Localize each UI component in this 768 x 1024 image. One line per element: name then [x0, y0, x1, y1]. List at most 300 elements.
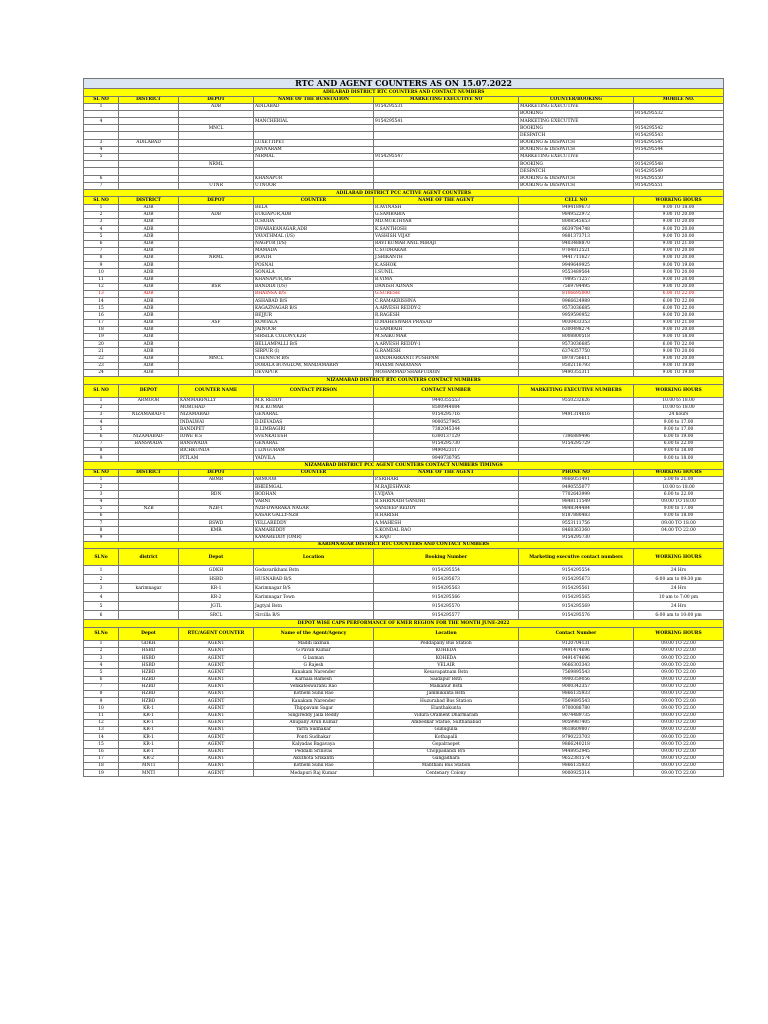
- table-cell: 8106695000: [519, 290, 634, 297]
- section-title: ADILABAD DISTRICT PCC ACTIVE AGENT COUNTERS: [84, 189, 724, 197]
- table-cell: 6.00 to 22.00: [634, 440, 724, 447]
- table-cell: ADB: [119, 254, 179, 261]
- table-cell: [374, 175, 519, 182]
- table-row: [84, 355, 724, 362]
- table-cell: [179, 226, 254, 233]
- table-row: [84, 182, 724, 189]
- table-row: [84, 161, 724, 168]
- column-header: CELL NO: [519, 197, 634, 204]
- table-cell: 9848111549: [519, 498, 634, 505]
- table-row: [84, 705, 724, 712]
- table-cell: ADB: [119, 334, 179, 341]
- table-cell: INDALWAI: [179, 419, 254, 426]
- column-header: district: [119, 549, 179, 566]
- table-cell: 4: [84, 419, 119, 426]
- table-cell: KOHEDA: [374, 655, 519, 662]
- table-cell: BANSWADA: [179, 440, 254, 447]
- table-cell: ADB: [119, 211, 179, 218]
- table-cell: S.KONDAL RAO: [374, 527, 519, 534]
- table-cell: [179, 348, 254, 355]
- table-cell: [179, 512, 254, 519]
- table-row: [84, 455, 724, 462]
- table-cell: 8468363360: [519, 527, 634, 534]
- table-cell: G Rajesh: [254, 662, 374, 669]
- table-cell: 9000342357: [519, 683, 634, 690]
- table-cell: Anupally Arun Kumar: [254, 719, 374, 726]
- table-cell: 1: [84, 204, 119, 211]
- table-cell: 9949649925: [519, 262, 634, 269]
- table-cell: 5: [84, 426, 119, 433]
- table-cell: 6:00 am to 09:30 pm: [634, 575, 724, 584]
- table-cell: [119, 527, 179, 534]
- table-cell: Kothapalli: [374, 734, 519, 741]
- table-row: [84, 175, 724, 182]
- table-cell: KR-1: [119, 734, 179, 741]
- table-cell: AGENT: [179, 726, 254, 733]
- table-cell: 10 am to 7:00 pm: [634, 593, 724, 602]
- table-cell: ADB: [119, 219, 179, 226]
- table-row: [84, 433, 724, 440]
- table-cell: ADB: [119, 240, 179, 247]
- table-row: [84, 312, 724, 319]
- table-row: [84, 662, 724, 669]
- table-cell: 9490555077: [519, 484, 634, 491]
- s5-header-row: [84, 549, 724, 566]
- table-cell: [179, 168, 254, 175]
- column-header: DISTRICT: [119, 96, 179, 103]
- table-cell: 6300498274: [519, 326, 634, 333]
- table-cell: [119, 593, 179, 602]
- table-cell: BOOKING & DESPATCH: [519, 182, 634, 189]
- table-cell: 9: [84, 455, 119, 462]
- table-cell: G Pavan Kumar: [254, 647, 374, 654]
- table-cell: MOHAMMAD SHARFUDDIN: [374, 369, 519, 376]
- table-cell: [119, 611, 179, 620]
- table-cell: 5: [84, 154, 119, 161]
- table-cell: KHANAPUR,/BS: [254, 276, 374, 283]
- table-cell: R.AVINASH: [374, 204, 519, 211]
- table-cell: 9154295576: [519, 611, 634, 620]
- table-row: [84, 477, 724, 484]
- table-cell: BOOKING & DESPATCH: [519, 146, 634, 153]
- table-cell: 09.00 TO 22.00: [634, 640, 724, 647]
- table-cell: 9700088780: [519, 705, 634, 712]
- table-cell: KAGAZNAGAR B/S: [254, 305, 374, 312]
- table-cell: LUXETTIPET: [254, 139, 374, 146]
- table-cell: karimnagar: [119, 584, 179, 593]
- table-cell: 16: [84, 312, 119, 319]
- table-cell: SRCL: [179, 611, 254, 620]
- table-cell: 09.00 TO 22.00: [634, 705, 724, 712]
- table-cell: BOOKING: [519, 125, 634, 132]
- table-cell: [374, 139, 519, 146]
- table-cell: 2: [84, 404, 119, 411]
- table-cell: 9154295577: [374, 611, 519, 620]
- table-cell: NIZAMABAD-: [119, 433, 179, 440]
- table-cell: 9.00 TO 20.00: [634, 226, 724, 233]
- table-cell: MORTHAD: [179, 404, 254, 411]
- table-cell: 3: [84, 412, 119, 419]
- column-header: NAME OF THE BUSSTATION: [254, 96, 374, 103]
- table-cell: 9154295547: [374, 154, 519, 161]
- table-cell: 7: [84, 440, 119, 447]
- table-row: [84, 669, 724, 676]
- table-cell: [179, 369, 254, 376]
- table-cell: [179, 154, 254, 161]
- table-cell: G.SURESH: [374, 290, 519, 297]
- table-cell: B.HARISH: [374, 512, 519, 519]
- table-cell: 13: [84, 290, 119, 297]
- table-cell: HZBD: [119, 691, 179, 698]
- table-cell: Singireddy Jalla Reddy: [254, 712, 374, 719]
- table-cell: 9: [84, 698, 119, 705]
- table-cell: 22: [84, 355, 119, 362]
- table-cell: MD.MUKTHYAR: [374, 219, 519, 226]
- table-cell: BOOKING & DESPATCH: [519, 175, 634, 182]
- table-cell: 9.00 to 18.00: [634, 455, 724, 462]
- table-cell: Kanakam Narender: [254, 698, 374, 705]
- table-cell: 1: [84, 640, 119, 647]
- table-cell: [179, 276, 254, 283]
- table-cell: ADB: [119, 326, 179, 333]
- table-cell: 9666303343: [519, 662, 634, 669]
- table-cell: BHAINSA B/S: [254, 290, 374, 297]
- table-cell: NIZAMABAD: [179, 412, 254, 419]
- table-cell: I.SUNIL: [374, 269, 519, 276]
- table-cell: 9550232626: [519, 397, 634, 404]
- table-cell: [119, 182, 179, 189]
- table-cell: [119, 447, 179, 454]
- table-row: [84, 233, 724, 240]
- table-cell: 9154295549: [634, 168, 724, 175]
- table-cell: [119, 534, 179, 541]
- table-cell: 9154295542: [634, 125, 724, 132]
- table-cell: G.SAMBAIH: [374, 326, 519, 333]
- table-cell: 8639784748: [519, 226, 634, 233]
- table-cell: [179, 118, 254, 125]
- table-cell: [374, 110, 519, 117]
- table-cell: G laxman: [254, 655, 374, 662]
- table-cell: KAMAREDDY (OMR): [254, 534, 374, 541]
- table-cell: 14: [84, 298, 119, 305]
- table-cell: 9059987405: [519, 719, 634, 726]
- table-cell: [119, 426, 179, 433]
- table-cell: Peddapally Bus Station: [374, 640, 519, 647]
- table-cell: SANDEEP REDDY: [374, 505, 519, 512]
- table-cell: 19: [84, 334, 119, 341]
- table-cell: AGENT: [179, 640, 254, 647]
- table-cell: 9074489735: [519, 712, 634, 719]
- table-row: [84, 498, 724, 505]
- table-cell: EUKIAPUR,ADB: [254, 211, 374, 218]
- table-cell: AGENT: [179, 683, 254, 690]
- s5-band-row: [84, 541, 724, 549]
- table-cell: BANDHARKANTI PUSHPAM: [374, 355, 519, 362]
- column-header: MOBILE NO.: [634, 96, 724, 103]
- table-cell: RAVI KUMAR ANIL MIRAJI: [374, 240, 519, 247]
- table-cell: KAMMARPALLY: [179, 397, 254, 404]
- table-cell: YAVATHMAL (I/S): [254, 233, 374, 240]
- table-cell: Huzurabad Bus Station: [374, 698, 519, 705]
- table-cell: BANSWADA: [119, 440, 179, 447]
- s4-header-row: [84, 469, 724, 476]
- table-cell: 11: [84, 276, 119, 283]
- table-row: [84, 698, 724, 705]
- column-header: Sl.No: [84, 549, 119, 566]
- table-row: [84, 440, 724, 447]
- table-cell: 23: [84, 362, 119, 369]
- table-cell: [634, 103, 724, 110]
- table-cell: DESPATCH: [519, 168, 634, 175]
- table-cell: 9154295730: [519, 534, 634, 541]
- table-cell: AGENT: [179, 662, 254, 669]
- rtc-agent-counters-table: [83, 78, 724, 777]
- table-cell: R.RAGESH: [374, 312, 519, 319]
- table-cell: 9573036685: [519, 341, 634, 348]
- column-header: WORKING HOURS: [634, 384, 724, 397]
- table-cell: [519, 404, 634, 411]
- table-cell: ADB: [119, 312, 179, 319]
- table-row: [84, 534, 724, 541]
- table-cell: ADB: [119, 369, 179, 376]
- table-cell: Godavarikhani Bstn: [254, 566, 374, 575]
- table-cell: 6.00 to 22.00: [634, 491, 724, 498]
- table-cell: G.RAMESH: [374, 348, 519, 355]
- table-cell: [84, 110, 119, 117]
- table-cell: Kanakam Narender: [254, 669, 374, 676]
- table-cell: NZB-1: [179, 505, 254, 512]
- table-cell: ADB: [119, 262, 179, 269]
- table-cell: 9.00 TO 20.00: [634, 312, 724, 319]
- table-cell: [374, 161, 519, 168]
- table-row: [84, 139, 724, 146]
- table-cell: 20: [84, 341, 119, 348]
- table-cell: [519, 426, 634, 433]
- table-cell: ADILABAD: [254, 103, 374, 110]
- table-cell: [254, 132, 374, 139]
- table-cell: 09.00 TO 22.00: [634, 719, 724, 726]
- table-row: [84, 362, 724, 369]
- table-cell: ARMOOR: [119, 397, 179, 404]
- table-cell: [119, 491, 179, 498]
- table-cell: Kalyadas Bagavaya: [254, 741, 374, 748]
- table-cell: 6300137129: [374, 433, 519, 440]
- table-cell: DEVAPUR: [254, 369, 374, 376]
- table-cell: 2: [84, 211, 119, 218]
- table-cell: 3: [84, 491, 119, 498]
- table-cell: 9553111756: [519, 520, 634, 527]
- table-cell: MNCL: [179, 355, 254, 362]
- table-cell: [84, 125, 119, 132]
- table-cell: AGENT: [179, 691, 254, 698]
- column-header: MARKETING EXECUTIVE NUMBERS: [519, 384, 634, 397]
- table-cell: ASHABAD B/S: [254, 298, 374, 305]
- table-cell: [634, 154, 724, 161]
- table-cell: 7382045344: [374, 426, 519, 433]
- table-cell: ADB: [119, 341, 179, 348]
- table-cell: [119, 477, 179, 484]
- table-cell: [119, 520, 179, 527]
- table-cell: BOATH: [254, 254, 374, 261]
- table-row: [84, 491, 724, 498]
- table-row: [84, 676, 724, 683]
- table-cell: 9441711627: [519, 254, 634, 261]
- table-cell: 17: [84, 755, 119, 762]
- table-cell: 09.00 TO 18.00: [634, 520, 724, 527]
- table-cell: J.SRIKANTH: [374, 254, 519, 261]
- table-cell: DWARAKANAGAR,ADB: [254, 226, 374, 233]
- table-row: [84, 154, 724, 161]
- table-cell: [179, 362, 254, 369]
- table-row: [84, 118, 724, 125]
- table-cell: BEJJUR: [254, 312, 374, 319]
- table-cell: 5: [84, 602, 119, 611]
- table-cell: 5: [84, 505, 119, 512]
- table-row: [84, 219, 724, 226]
- table-cell: [119, 103, 179, 110]
- table-cell: MNTI: [119, 762, 179, 769]
- table-cell: 24 Hrs: [634, 602, 724, 611]
- table-cell: 9.00 TO 20.00: [634, 355, 724, 362]
- table-cell: 2: [84, 484, 119, 491]
- table-cell: P.SRIHARI: [374, 477, 519, 484]
- table-cell: 13: [84, 726, 119, 733]
- table-cell: NRML: [179, 161, 254, 168]
- table-cell: HSBD: [119, 655, 179, 662]
- table-cell: Peddalli Srinivas: [254, 748, 374, 755]
- table-cell: M.K KUMAR: [254, 404, 374, 411]
- table-cell: 9.00 TO 20.00: [634, 211, 724, 218]
- table-cell: 9866240218: [519, 741, 634, 748]
- table-cell: K.SANTHOSH: [374, 226, 519, 233]
- table-cell: M.K REDDY: [254, 397, 374, 404]
- table-cell: 9154295561: [519, 584, 634, 593]
- table-cell: 6.00 TO 22.00: [634, 341, 724, 348]
- table-cell: 9652381574: [519, 755, 634, 762]
- table-row: [84, 110, 724, 117]
- table-cell: 18: [84, 762, 119, 769]
- table-cell: KR-1: [119, 726, 179, 733]
- table-cell: 9.00 TO 20.00: [634, 233, 724, 240]
- table-cell: [374, 182, 519, 189]
- spreadsheet: [83, 78, 723, 777]
- table-cell: 9.00 to 17.00: [634, 426, 724, 433]
- table-cell: 09.00 TO 18.00: [634, 498, 724, 505]
- table-cell: [519, 447, 634, 454]
- table-cell: 3: [84, 219, 119, 226]
- table-row: [84, 741, 724, 748]
- table-cell: 9154295730: [374, 440, 519, 447]
- table-cell: 10.00 to 18.00: [634, 397, 724, 404]
- table-cell: MNTI: [119, 770, 179, 777]
- table-cell: 10.00 to 18.00: [634, 404, 724, 411]
- table-cell: JGTL: [179, 602, 254, 611]
- table-cell: 9502116793: [519, 362, 634, 369]
- table-cell: 9154295570: [374, 602, 519, 611]
- table-cell: KHANAPUR: [254, 175, 374, 182]
- table-cell: 09.00 TO 22.00: [634, 755, 724, 762]
- table-cell: 9866135933: [519, 691, 634, 698]
- table-cell: [119, 419, 179, 426]
- table-cell: Yarra Sudhakar: [254, 726, 374, 733]
- table-cell: KOHEDA: [374, 647, 519, 654]
- table-cell: BOOKING & DESPATCH: [519, 139, 634, 146]
- table-cell: 9491474696: [519, 647, 634, 654]
- table-cell: 15: [84, 305, 119, 312]
- table-cell: NZB: [119, 505, 179, 512]
- table-cell: [179, 110, 254, 117]
- table-cell: 9120704131: [519, 640, 634, 647]
- table-cell: 9154295569: [519, 602, 634, 611]
- table-cell: AGENT: [179, 669, 254, 676]
- table-cell: GDKH: [119, 640, 179, 647]
- table-cell: 10: [84, 269, 119, 276]
- table-cell: B.LIMBAGIRI: [254, 426, 374, 433]
- table-cell: HSBD: [119, 647, 179, 654]
- table-cell: 7569895543: [519, 698, 634, 705]
- table-cell: 4: [84, 593, 119, 602]
- column-header: DEPOT: [179, 197, 254, 204]
- table-cell: 9154295531: [374, 103, 519, 110]
- table-cell: [179, 341, 254, 348]
- column-header: SL NO: [84, 384, 119, 397]
- table-cell: 09.00 TO 22.00: [634, 683, 724, 690]
- column-header: Booking Number: [374, 549, 519, 566]
- table-row: [84, 341, 724, 348]
- column-header: NAME OF THE AGENT: [374, 469, 519, 476]
- table-cell: [519, 419, 634, 426]
- table-row: [84, 269, 724, 276]
- table-cell: 9154295563: [374, 584, 519, 593]
- table-cell: Gopalraopet: [374, 741, 519, 748]
- table-cell: 09.00 TO 22.00: [634, 770, 724, 777]
- table-cell: 7989571257: [519, 276, 634, 283]
- column-header: DEPOT: [179, 469, 254, 476]
- table-cell: KR-1: [179, 584, 254, 593]
- table-cell: 6:00 am to 10:00 pm: [634, 611, 724, 620]
- table-row: [84, 584, 724, 593]
- table-cell: NIZAMABAD-1: [119, 412, 179, 419]
- table-cell: [119, 118, 179, 125]
- table-cell: [254, 168, 374, 175]
- table-cell: 9849522972: [519, 211, 634, 218]
- table-cell: [119, 602, 179, 611]
- table-cell: ADB: [119, 348, 179, 355]
- table-cell: AGENT: [179, 741, 254, 748]
- table-cell: Manthani Bus Station: [374, 762, 519, 769]
- table-cell: BANDIDI (I/S): [254, 283, 374, 290]
- s1-header-row: [84, 96, 724, 103]
- table-cell: HSBD: [119, 662, 179, 669]
- table-cell: [84, 168, 119, 175]
- table-cell: [374, 125, 519, 132]
- table-cell: 11: [84, 712, 119, 719]
- table-row: [84, 276, 724, 283]
- table-cell: ADB: [119, 283, 179, 290]
- table-cell: 09.00 TO 22.00: [634, 662, 724, 669]
- table-cell: [179, 534, 254, 541]
- table-cell: BHEEMGAL: [254, 484, 374, 491]
- table-cell: [179, 298, 254, 305]
- table-cell: 9.00 TO 20.00: [634, 247, 724, 254]
- table-cell: 6.00 TO 22.00: [634, 290, 724, 297]
- table-row: [84, 527, 724, 534]
- table-cell: [119, 154, 179, 161]
- table-cell: 9490423117: [374, 447, 519, 454]
- table-cell: GENARAL: [254, 440, 374, 447]
- table-cell: Sircilla B/S: [254, 611, 374, 620]
- table-cell: AGENT: [179, 770, 254, 777]
